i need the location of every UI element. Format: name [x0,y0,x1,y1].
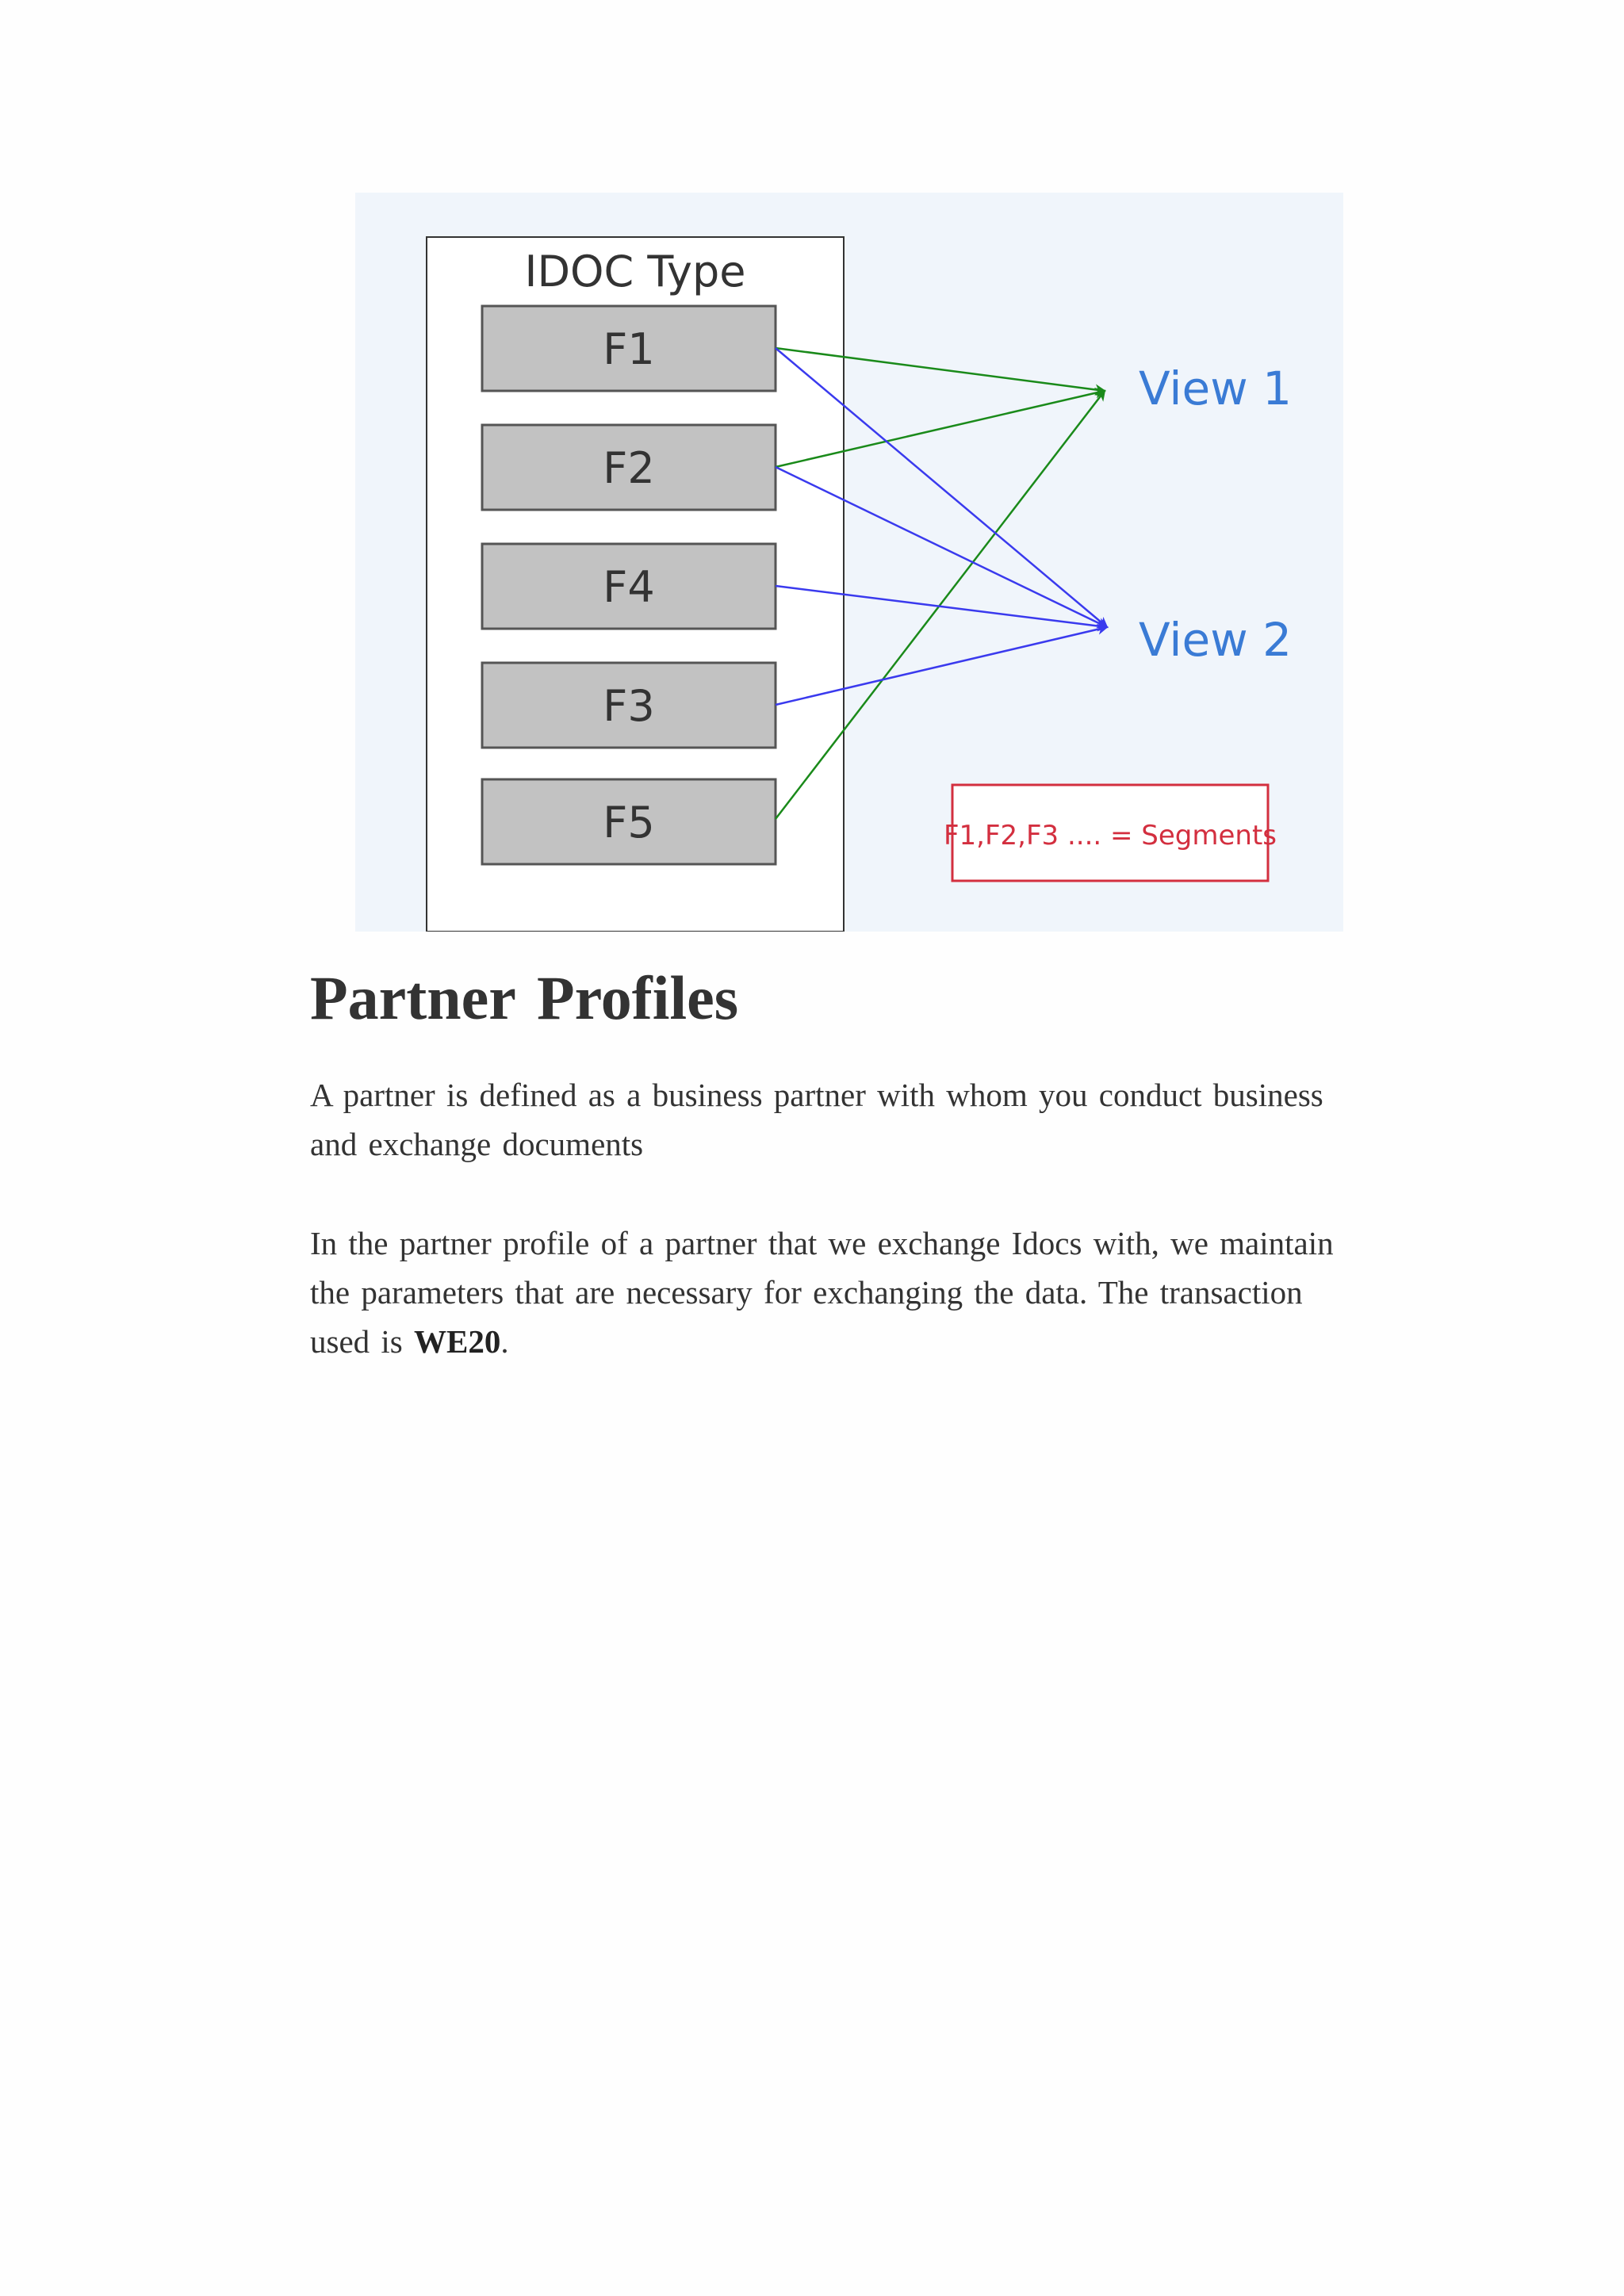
paragraph-partner-definition [310,1070,1388,1169]
text-line-suffix: . [500,1323,509,1360]
segment-label: F3 [603,681,655,731]
segment-f3 [482,663,776,748]
idoc-views-diagram [355,193,1343,932]
idoc-type-title: IDOC Type [524,247,746,297]
segments-legend [944,785,1277,881]
segment-label: F4 [603,562,655,612]
legend-text: F1,F2,F3 .... = Segments [943,820,1277,851]
segment-label: F1 [603,324,655,374]
text-line-prefix: used is [310,1323,414,1360]
section-heading: Partner Profiles [310,963,739,1032]
segment-f4 [482,544,776,629]
diagram-canvas [355,193,1343,932]
segment-label: F5 [603,798,655,848]
view-2-label: View 2 [1139,613,1292,667]
segment-f1 [482,306,776,391]
view-1-label: View 1 [1139,362,1292,415]
text-line: the parameters that are necessary for exchanging the data. The transaction [310,1274,1303,1311]
text-line: and exchange documents [310,1126,644,1162]
transaction-code: WE20 [414,1323,501,1360]
segment-f2 [482,425,776,510]
segment-f5 [482,779,776,864]
text-line: In the partner profile of a partner that we exchange Idocs with, we maintain [310,1225,1334,1261]
segment-label: F2 [603,443,655,493]
text-line: A partner is defined as a business partner with whom you conduct business [310,1077,1323,1113]
paragraph-partner-profile [310,1219,1388,1366]
